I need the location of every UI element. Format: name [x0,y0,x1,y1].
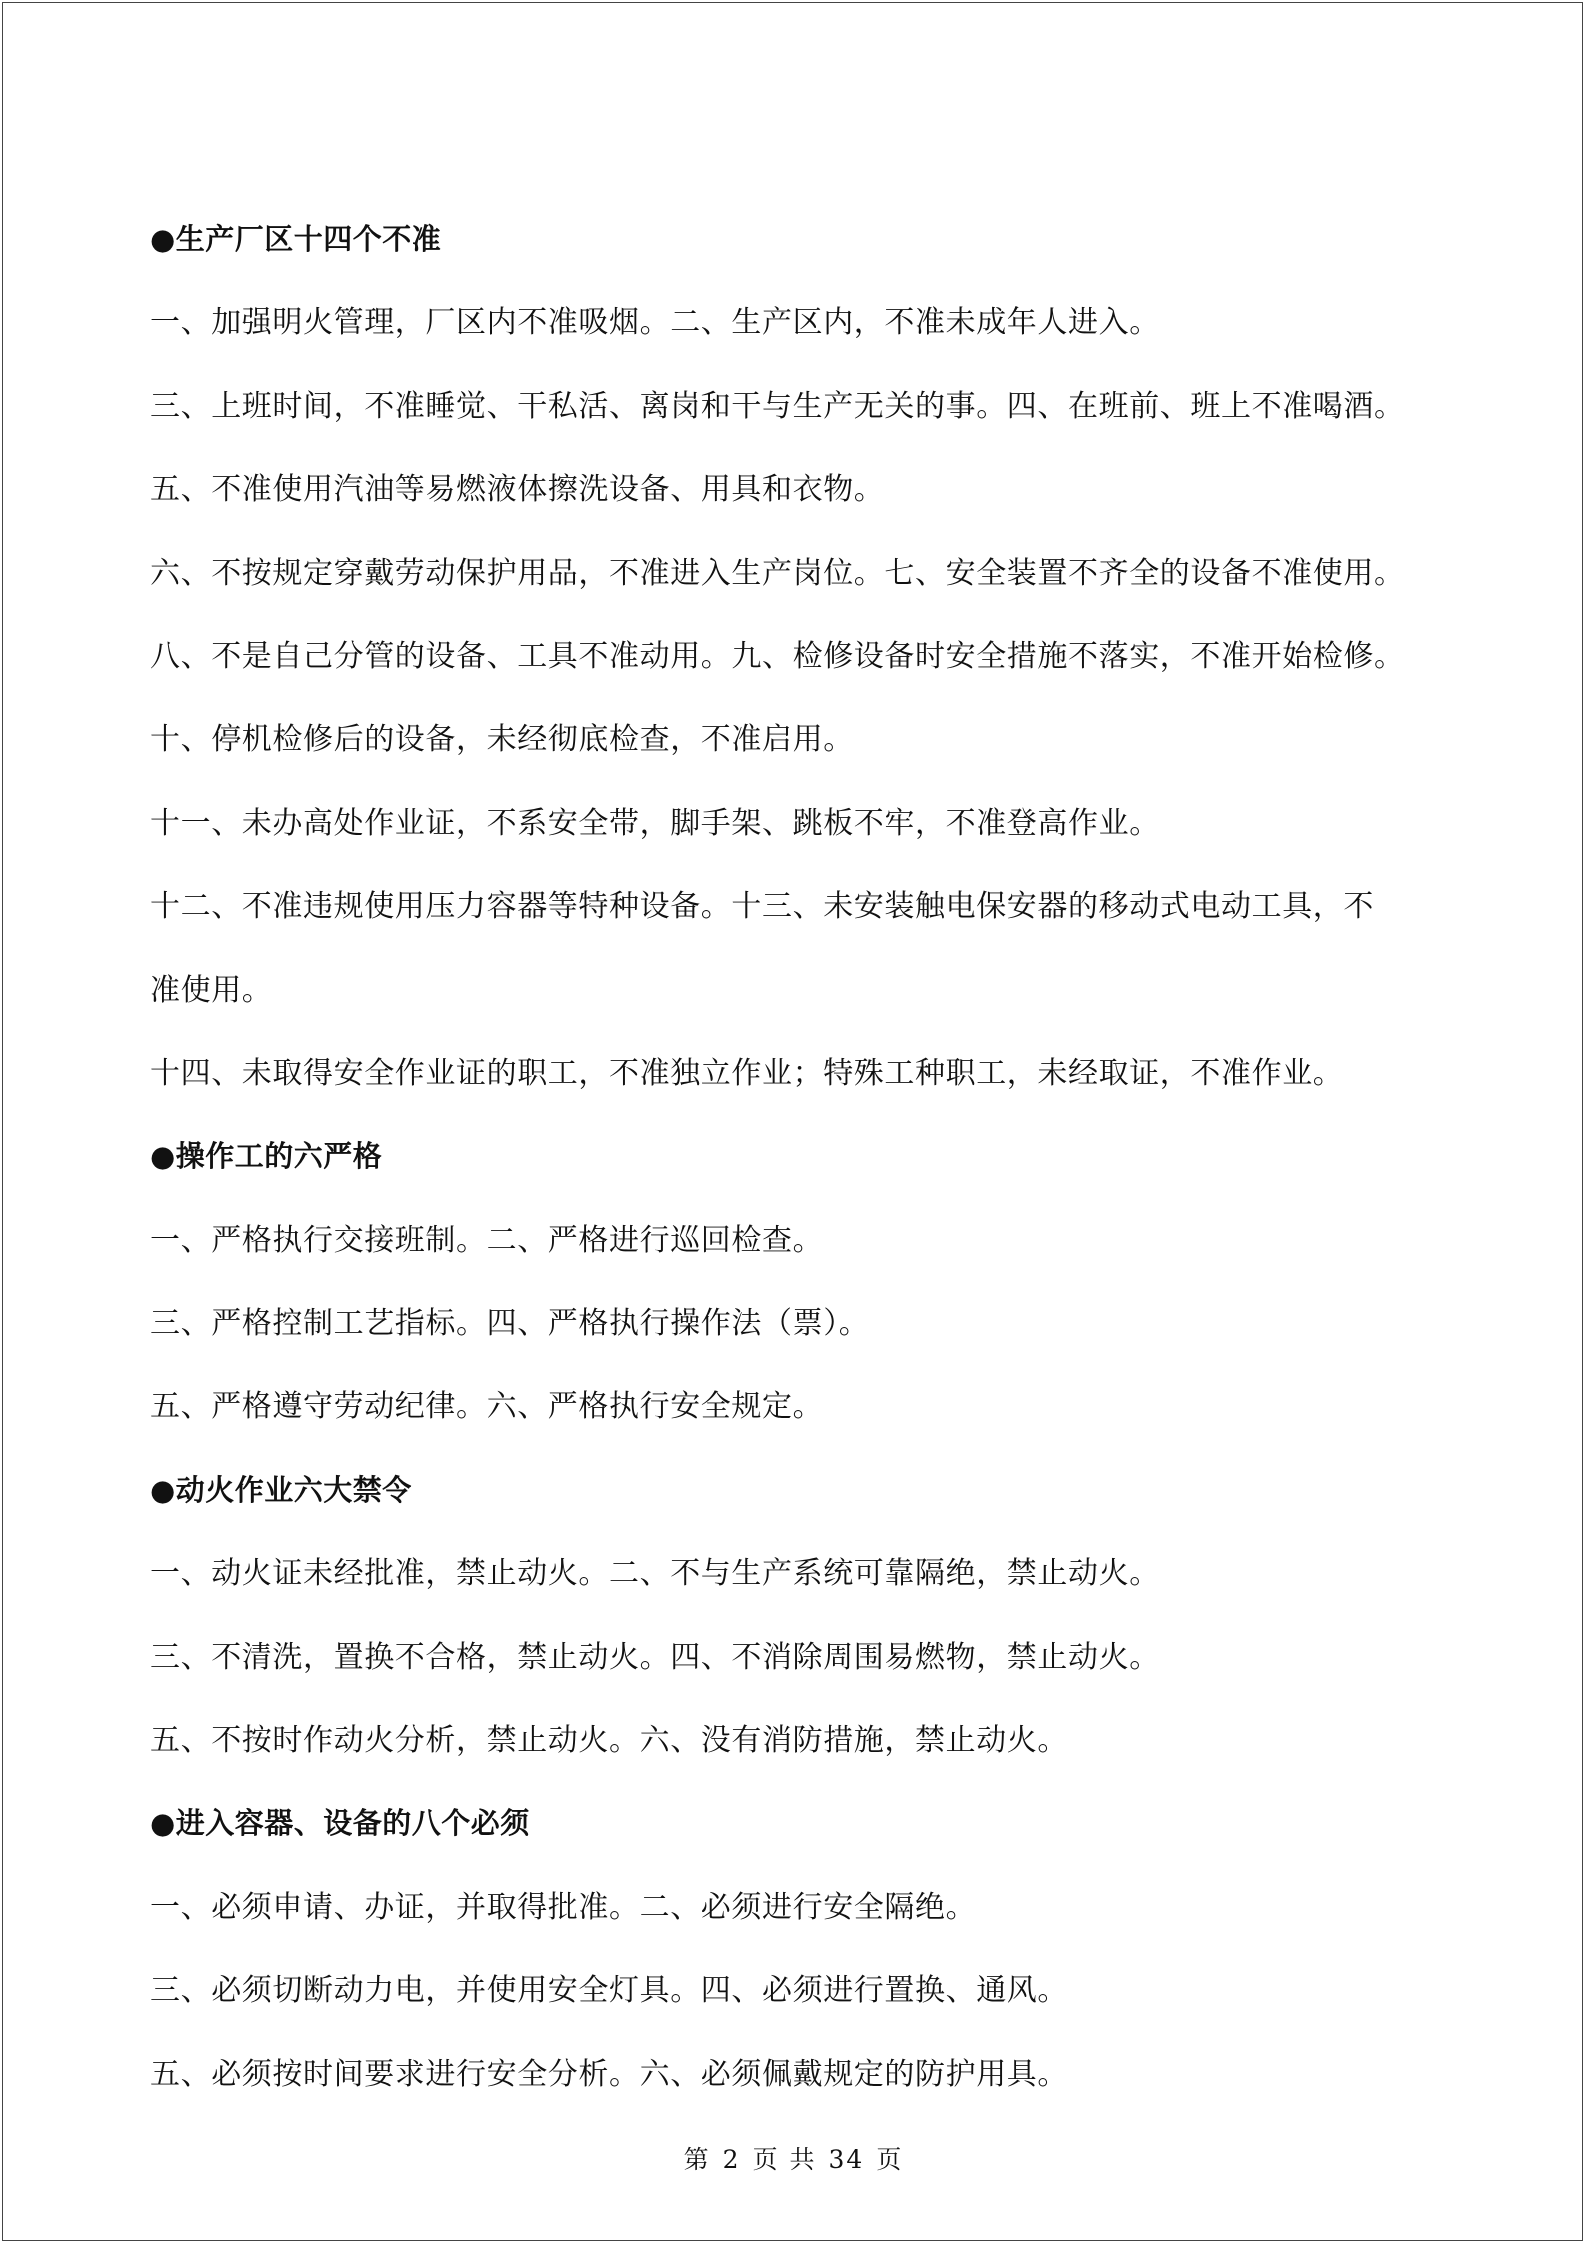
text-line: 一、加强明火管理，厂区内不准吸烟。二、生产区内，不准未成年人进入。 [150,305,1160,341]
footer-prefix: 第 [683,2145,711,2174]
text-line: 十四、未取得安全作业证的职工，不准独立作业；特殊工种职工，未经取证，不准作业。 [150,1055,1344,1091]
section-heading: ●操作工的六严格 [150,1139,383,1174]
section-heading: ●动火作业六大禁令 [150,1472,412,1507]
text-line: 一、必须申请、办证，并取得批准。二、必须进行安全隔绝。 [150,1889,977,1925]
text-line: 准使用。 [150,972,273,1008]
page-footer [0,2140,1587,2176]
text-line: 八、不是自己分管的设备、工具不准动用。九、检修设备时安全措施不落实，不准开始检修。 [150,638,1405,674]
text-line: 十一、未办高处作业证，不系安全带，脚手架、跳板不牢，不准登高作业。 [150,805,1160,841]
text-line: 十二、不准违规使用压力容器等特种设备。十三、未安装触电保安器的移动式电动工具，不 [150,889,1374,925]
text-line: 三、上班时间，不准睡觉、干私活、离岗和干与生产无关的事。四、在班前、班上不准喝酒。 [150,388,1405,424]
text-line: 五、严格遵守劳动纪律。六、严格执行安全规定。 [150,1389,824,1425]
text-line: 三、不清洗，置换不合格，禁止动火。四、不消除周围易燃物，禁止动火。 [150,1639,1160,1675]
text-line: 一、严格执行交接班制。二、严格进行巡回检查。 [150,1222,824,1258]
section-heading: ●生产厂区十四个不准 [150,222,442,256]
footer-total-pages: 34 [828,2145,865,2174]
footer-middle: 页 共 [752,2145,817,2174]
footer-suffix: 页 [876,2145,904,2174]
footer-page-number: 2 [722,2145,741,2174]
text-line: 一、动火证未经批准，禁止动火。二、不与生产系统可靠隔绝，禁止动火。 [150,1556,1160,1592]
document-body [150,198,1450,2116]
text-line: 三、必须切断动力电，并使用安全灯具。四、必须进行置换、通风。 [150,1973,1068,2009]
text-line: 六、不按规定穿戴劳动保护用品，不准进入生产岗位。七、安全装置不齐全的设备不准使用。 [150,555,1405,591]
text-line: 十、停机检修后的设备，未经彻底检查，不准启用。 [150,722,854,758]
text-line: 五、不按时作动火分析，禁止动火。六、没有消防措施，禁止动火。 [150,1723,1068,1759]
text-line: 三、严格控制工艺指标。四、严格执行操作法（票）。 [150,1306,870,1342]
text-line: 五、必须按时间要求进行安全分析。六、必须佩戴规定的防护用具。 [150,2056,1068,2092]
section-heading: ●进入容器、设备的八个必须 [150,1806,530,1841]
text-line: 五、不准使用汽油等易燃液体擦洗设备、用具和衣物。 [150,472,885,508]
